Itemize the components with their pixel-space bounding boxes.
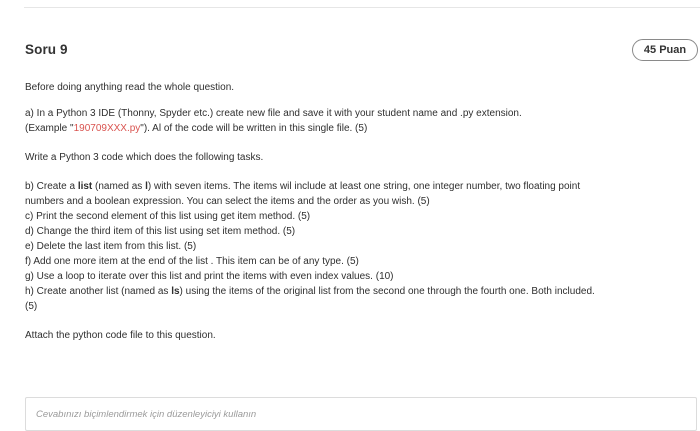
task-g: g) Use a loop to iterate over this list and print the items with even index values. (10) (25, 271, 394, 282)
task-intro-text: Write a Python 3 code which does the following tasks. (25, 152, 264, 163)
task-h-list-name: ls (171, 286, 180, 297)
task-h-line2: (5) (25, 301, 38, 312)
answer-placeholder: Cevabınızı biçimlendirmek için düzenleyiciyi kullanın (36, 408, 257, 420)
example-filename: 190709XXX.py (73, 123, 141, 134)
task-a-line2 (25, 121, 693, 136)
answer-editor[interactable] (25, 397, 697, 431)
task-a-line2-post: "). Al of the code will be written in this single file. (5) (140, 123, 368, 134)
task-b-list-word: list (77, 181, 93, 192)
task-b-pre: b) Create a (25, 181, 78, 192)
task-e: e) Delete the last item from this list. (5) (25, 241, 197, 252)
attach-instruction: Attach the python code file to this question. (25, 330, 216, 341)
points-badge: 45 Puan (632, 39, 698, 61)
task-b-list-name: l (145, 181, 148, 192)
task-c: c) Print the second element of this list using get item method. (5) (25, 211, 311, 222)
task-h-pre: h) Create another list (named as (25, 286, 172, 297)
task-a-line1: a) In a Python 3 IDE (Thonny, Spyder etc.) create new file and save it with your student name and .py extension. (25, 108, 522, 119)
question-body (25, 80, 693, 343)
task-h-post: ) using the items of the original list from the second one through the fourth one. Both included. (179, 286, 595, 297)
task-b-post: ) with seven items. The items wil include at least one string, one integer number, two floating point (147, 181, 581, 192)
question-title: Soru 9 (25, 42, 68, 57)
task-h-line1 (25, 284, 693, 299)
task-f: f) Add one more item at the end of the list . This item can be of any type. (5) (25, 256, 359, 267)
task-b-line2: numbers and a boolean expression. You can select the items and the order as you wish. (5) (25, 196, 430, 207)
task-b-line1 (25, 179, 693, 194)
task-a-line2-pre: (Example " (25, 123, 74, 134)
intro-text: Before doing anything read the whole question. (25, 82, 235, 93)
task-d: d) Change the third item of this list using set item method. (5) (25, 226, 296, 237)
task-b-mid: (named as (92, 181, 146, 192)
question-card (0, 8, 700, 431)
